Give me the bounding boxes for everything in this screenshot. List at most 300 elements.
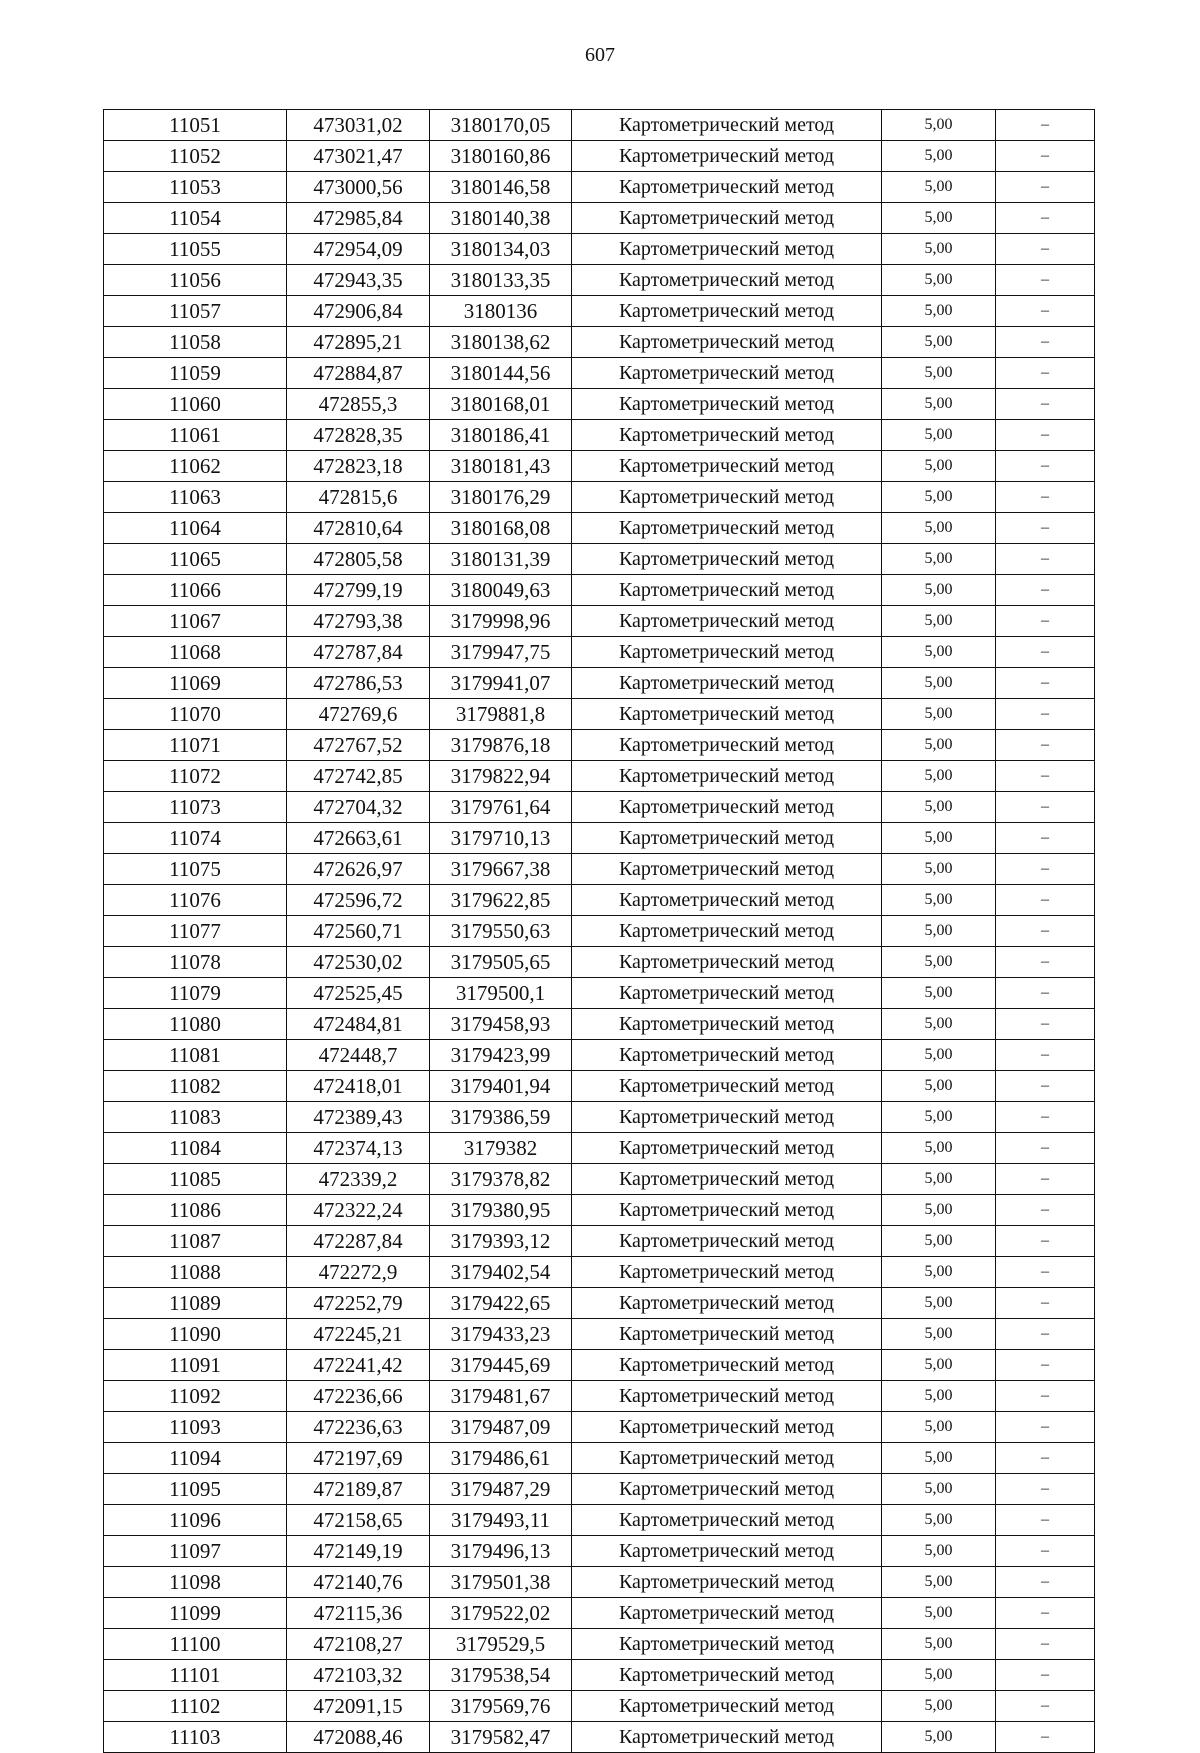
- table-row: [104, 513, 1095, 544]
- x-coordinate-cell: 472787,84: [287, 637, 430, 668]
- method-cell: Картометрический метод: [572, 544, 882, 575]
- method-cell: Картометрический метод: [572, 1164, 882, 1195]
- description-cell: –: [996, 699, 1095, 730]
- accuracy-cell: 5,00: [882, 730, 996, 761]
- x-coordinate-cell: 472767,52: [287, 730, 430, 761]
- accuracy-cell: 5,00: [882, 110, 996, 141]
- method-cell: Картометрический метод: [572, 141, 882, 172]
- y-coordinate-cell: 3179433,23: [430, 1319, 572, 1350]
- table-row: [104, 575, 1095, 606]
- method-cell: Картометрический метод: [572, 606, 882, 637]
- point-number-cell: 11093: [104, 1412, 287, 1443]
- x-coordinate-cell: 472339,2: [287, 1164, 430, 1195]
- point-number-cell: 11102: [104, 1691, 287, 1722]
- x-coordinate-cell: 472484,81: [287, 1009, 430, 1040]
- point-number-cell: 11071: [104, 730, 287, 761]
- point-number-cell: 11095: [104, 1474, 287, 1505]
- description-cell: –: [996, 885, 1095, 916]
- point-number-cell: 11097: [104, 1536, 287, 1567]
- x-coordinate-cell: 472272,9: [287, 1257, 430, 1288]
- description-cell: –: [996, 1102, 1095, 1133]
- accuracy-cell: 5,00: [882, 1257, 996, 1288]
- description-cell: –: [996, 1133, 1095, 1164]
- table-row: [104, 1102, 1095, 1133]
- method-cell: Картометрический метод: [572, 110, 882, 141]
- y-coordinate-cell: 3180168,08: [430, 513, 572, 544]
- accuracy-cell: 5,00: [882, 327, 996, 358]
- point-number-cell: 11084: [104, 1133, 287, 1164]
- point-number-cell: 11073: [104, 792, 287, 823]
- description-cell: –: [996, 730, 1095, 761]
- y-coordinate-cell: 3179401,94: [430, 1071, 572, 1102]
- x-coordinate-cell: 472810,64: [287, 513, 430, 544]
- description-cell: –: [996, 947, 1095, 978]
- table-row: [104, 1381, 1095, 1412]
- accuracy-cell: 5,00: [882, 1350, 996, 1381]
- description-cell: –: [996, 575, 1095, 606]
- table-row: [104, 110, 1095, 141]
- accuracy-cell: 5,00: [882, 1598, 996, 1629]
- table-row: [104, 792, 1095, 823]
- point-number-cell: 11092: [104, 1381, 287, 1412]
- table-row: [104, 1660, 1095, 1691]
- method-cell: Картометрический метод: [572, 575, 882, 606]
- x-coordinate-cell: 472596,72: [287, 885, 430, 916]
- method-cell: Картометрический метод: [572, 1474, 882, 1505]
- table-row: [104, 1226, 1095, 1257]
- accuracy-cell: 5,00: [882, 1102, 996, 1133]
- accuracy-cell: 5,00: [882, 1505, 996, 1536]
- method-cell: Картометрический метод: [572, 1598, 882, 1629]
- description-cell: –: [996, 916, 1095, 947]
- table-row: [104, 451, 1095, 482]
- y-coordinate-cell: 3180131,39: [430, 544, 572, 575]
- point-number-cell: 11051: [104, 110, 287, 141]
- accuracy-cell: 5,00: [882, 606, 996, 637]
- y-coordinate-cell: 3180136: [430, 296, 572, 327]
- description-cell: –: [996, 172, 1095, 203]
- page-number: 607: [585, 44, 615, 66]
- method-cell: Картометрический метод: [572, 668, 882, 699]
- y-coordinate-cell: 3179947,75: [430, 637, 572, 668]
- table-row: [104, 668, 1095, 699]
- accuracy-cell: 5,00: [882, 544, 996, 575]
- description-cell: –: [996, 482, 1095, 513]
- x-coordinate-cell: 472149,19: [287, 1536, 430, 1567]
- description-cell: –: [996, 234, 1095, 265]
- method-cell: Картометрический метод: [572, 203, 882, 234]
- description-cell: –: [996, 141, 1095, 172]
- description-cell: –: [996, 327, 1095, 358]
- x-coordinate-cell: 472943,35: [287, 265, 430, 296]
- description-cell: –: [996, 1071, 1095, 1102]
- x-coordinate-cell: 472115,36: [287, 1598, 430, 1629]
- method-cell: Картометрический метод: [572, 358, 882, 389]
- y-coordinate-cell: 3179486,61: [430, 1443, 572, 1474]
- method-cell: Картометрический метод: [572, 1536, 882, 1567]
- method-cell: Картометрический метод: [572, 1071, 882, 1102]
- accuracy-cell: 5,00: [882, 265, 996, 296]
- accuracy-cell: 5,00: [882, 1226, 996, 1257]
- y-coordinate-cell: 3179493,11: [430, 1505, 572, 1536]
- x-coordinate-cell: 473000,56: [287, 172, 430, 203]
- y-coordinate-cell: 3179538,54: [430, 1660, 572, 1691]
- method-cell: Картометрический метод: [572, 1102, 882, 1133]
- point-number-cell: 11077: [104, 916, 287, 947]
- y-coordinate-cell: 3180181,43: [430, 451, 572, 482]
- accuracy-cell: 5,00: [882, 172, 996, 203]
- table-row: [104, 1722, 1095, 1753]
- description-cell: –: [996, 1164, 1095, 1195]
- method-cell: Картометрический метод: [572, 885, 882, 916]
- accuracy-cell: 5,00: [882, 699, 996, 730]
- accuracy-cell: 5,00: [882, 1040, 996, 1071]
- point-number-cell: 11066: [104, 575, 287, 606]
- y-coordinate-cell: 3179422,65: [430, 1288, 572, 1319]
- point-number-cell: 11086: [104, 1195, 287, 1226]
- accuracy-cell: 5,00: [882, 203, 996, 234]
- method-cell: Картометрический метод: [572, 1412, 882, 1443]
- method-cell: Картометрический метод: [572, 1722, 882, 1753]
- y-coordinate-cell: 3179822,94: [430, 761, 572, 792]
- description-cell: –: [996, 637, 1095, 668]
- point-number-cell: 11076: [104, 885, 287, 916]
- table-row: [104, 1040, 1095, 1071]
- x-coordinate-cell: 472245,21: [287, 1319, 430, 1350]
- point-number-cell: 11103: [104, 1722, 287, 1753]
- method-cell: Картометрический метод: [572, 730, 882, 761]
- y-coordinate-cell: 3180186,41: [430, 420, 572, 451]
- table-row: [104, 1350, 1095, 1381]
- point-number-cell: 11085: [104, 1164, 287, 1195]
- accuracy-cell: 5,00: [882, 947, 996, 978]
- description-cell: –: [996, 1536, 1095, 1567]
- description-cell: –: [996, 1257, 1095, 1288]
- description-cell: –: [996, 110, 1095, 141]
- x-coordinate-cell: 472906,84: [287, 296, 430, 327]
- x-coordinate-cell: 472236,63: [287, 1412, 430, 1443]
- x-coordinate-cell: 472985,84: [287, 203, 430, 234]
- description-cell: –: [996, 296, 1095, 327]
- description-cell: –: [996, 1350, 1095, 1381]
- y-coordinate-cell: 3180133,35: [430, 265, 572, 296]
- method-cell: Картометрический метод: [572, 265, 882, 296]
- table-row: [104, 1567, 1095, 1598]
- table-row: [104, 420, 1095, 451]
- y-coordinate-cell: 3179569,76: [430, 1691, 572, 1722]
- point-number-cell: 11087: [104, 1226, 287, 1257]
- point-number-cell: 11094: [104, 1443, 287, 1474]
- accuracy-cell: 5,00: [882, 916, 996, 947]
- method-cell: Картометрический метод: [572, 1629, 882, 1660]
- y-coordinate-cell: 3179487,29: [430, 1474, 572, 1505]
- description-cell: –: [996, 1195, 1095, 1226]
- point-number-cell: 11060: [104, 389, 287, 420]
- description-cell: –: [996, 1474, 1095, 1505]
- method-cell: Картометрический метод: [572, 1319, 882, 1350]
- y-coordinate-cell: 3179378,82: [430, 1164, 572, 1195]
- y-coordinate-cell: 3180144,56: [430, 358, 572, 389]
- accuracy-cell: 5,00: [882, 1071, 996, 1102]
- method-cell: Картометрический метод: [572, 513, 882, 544]
- description-cell: –: [996, 1381, 1095, 1412]
- accuracy-cell: 5,00: [882, 668, 996, 699]
- x-coordinate-cell: 472823,18: [287, 451, 430, 482]
- accuracy-cell: 5,00: [882, 358, 996, 389]
- point-number-cell: 11065: [104, 544, 287, 575]
- description-cell: –: [996, 1319, 1095, 1350]
- method-cell: Картометрический метод: [572, 482, 882, 513]
- method-cell: Картометрический метод: [572, 420, 882, 451]
- y-coordinate-cell: 3179710,13: [430, 823, 572, 854]
- description-cell: –: [996, 761, 1095, 792]
- y-coordinate-cell: 3180049,63: [430, 575, 572, 606]
- method-cell: Картометрический метод: [572, 327, 882, 358]
- method-cell: Картометрический метод: [572, 1133, 882, 1164]
- table-row: [104, 1195, 1095, 1226]
- point-number-cell: 11081: [104, 1040, 287, 1071]
- coordinates-table: [103, 109, 1095, 1753]
- accuracy-cell: 5,00: [882, 1660, 996, 1691]
- accuracy-cell: 5,00: [882, 1567, 996, 1598]
- point-number-cell: 11070: [104, 699, 287, 730]
- point-number-cell: 11096: [104, 1505, 287, 1536]
- x-coordinate-cell: 472236,66: [287, 1381, 430, 1412]
- method-cell: Картометрический метод: [572, 451, 882, 482]
- y-coordinate-cell: 3179445,69: [430, 1350, 572, 1381]
- y-coordinate-cell: 3179487,09: [430, 1412, 572, 1443]
- accuracy-cell: 5,00: [882, 885, 996, 916]
- y-coordinate-cell: 3179481,67: [430, 1381, 572, 1412]
- x-coordinate-cell: 472793,38: [287, 606, 430, 637]
- x-coordinate-cell: 472769,6: [287, 699, 430, 730]
- y-coordinate-cell: 3179881,8: [430, 699, 572, 730]
- x-coordinate-cell: 472140,76: [287, 1567, 430, 1598]
- y-coordinate-cell: 3180146,58: [430, 172, 572, 203]
- table-row: [104, 730, 1095, 761]
- accuracy-cell: 5,00: [882, 1722, 996, 1753]
- table-row: [104, 1257, 1095, 1288]
- method-cell: Картометрический метод: [572, 389, 882, 420]
- point-number-cell: 11053: [104, 172, 287, 203]
- y-coordinate-cell: 3180176,29: [430, 482, 572, 513]
- x-coordinate-cell: 472374,13: [287, 1133, 430, 1164]
- table-row: [104, 699, 1095, 730]
- description-cell: –: [996, 823, 1095, 854]
- table-row: [104, 389, 1095, 420]
- description-cell: –: [996, 451, 1095, 482]
- table-row: [104, 1133, 1095, 1164]
- x-coordinate-cell: 472805,58: [287, 544, 430, 575]
- description-cell: –: [996, 420, 1095, 451]
- method-cell: Картометрический метод: [572, 234, 882, 265]
- description-cell: –: [996, 1040, 1095, 1071]
- x-coordinate-cell: 472815,6: [287, 482, 430, 513]
- description-cell: –: [996, 1412, 1095, 1443]
- table-row: [104, 1536, 1095, 1567]
- method-cell: Картометрический метод: [572, 637, 882, 668]
- accuracy-cell: 5,00: [882, 513, 996, 544]
- description-cell: –: [996, 1288, 1095, 1319]
- point-number-cell: 11062: [104, 451, 287, 482]
- description-cell: –: [996, 606, 1095, 637]
- x-coordinate-cell: 472855,3: [287, 389, 430, 420]
- x-coordinate-cell: 472954,09: [287, 234, 430, 265]
- y-coordinate-cell: 3179998,96: [430, 606, 572, 637]
- accuracy-cell: 5,00: [882, 141, 996, 172]
- table-row: [104, 1474, 1095, 1505]
- method-cell: Картометрический метод: [572, 296, 882, 327]
- accuracy-cell: 5,00: [882, 1691, 996, 1722]
- method-cell: Картометрический метод: [572, 947, 882, 978]
- accuracy-cell: 5,00: [882, 823, 996, 854]
- point-number-cell: 11101: [104, 1660, 287, 1691]
- method-cell: Картометрический метод: [572, 172, 882, 203]
- point-number-cell: 11089: [104, 1288, 287, 1319]
- description-cell: –: [996, 1567, 1095, 1598]
- table-row: [104, 1009, 1095, 1040]
- y-coordinate-cell: 3180160,86: [430, 141, 572, 172]
- x-coordinate-cell: 472786,53: [287, 668, 430, 699]
- point-number-cell: 11090: [104, 1319, 287, 1350]
- table-row: [104, 482, 1095, 513]
- y-coordinate-cell: 3179622,85: [430, 885, 572, 916]
- y-coordinate-cell: 3179496,13: [430, 1536, 572, 1567]
- y-coordinate-cell: 3179386,59: [430, 1102, 572, 1133]
- point-number-cell: 11063: [104, 482, 287, 513]
- description-cell: –: [996, 358, 1095, 389]
- point-number-cell: 11068: [104, 637, 287, 668]
- accuracy-cell: 5,00: [882, 1412, 996, 1443]
- x-coordinate-cell: 472704,32: [287, 792, 430, 823]
- y-coordinate-cell: 3179402,54: [430, 1257, 572, 1288]
- y-coordinate-cell: 3179505,65: [430, 947, 572, 978]
- y-coordinate-cell: 3180168,01: [430, 389, 572, 420]
- method-cell: Картометрический метод: [572, 1691, 882, 1722]
- table-row: [104, 947, 1095, 978]
- x-coordinate-cell: 472389,43: [287, 1102, 430, 1133]
- x-coordinate-cell: 472448,7: [287, 1040, 430, 1071]
- description-cell: –: [996, 513, 1095, 544]
- method-cell: Картометрический метод: [572, 823, 882, 854]
- table-row: [104, 761, 1095, 792]
- x-coordinate-cell: 472626,97: [287, 854, 430, 885]
- accuracy-cell: 5,00: [882, 482, 996, 513]
- point-number-cell: 11100: [104, 1629, 287, 1660]
- y-coordinate-cell: 3179582,47: [430, 1722, 572, 1753]
- point-number-cell: 11083: [104, 1102, 287, 1133]
- x-coordinate-cell: 472241,42: [287, 1350, 430, 1381]
- accuracy-cell: 5,00: [882, 637, 996, 668]
- description-cell: –: [996, 203, 1095, 234]
- table-row: [104, 234, 1095, 265]
- x-coordinate-cell: 472197,69: [287, 1443, 430, 1474]
- point-number-cell: 11082: [104, 1071, 287, 1102]
- method-cell: Картометрический метод: [572, 792, 882, 823]
- point-number-cell: 11074: [104, 823, 287, 854]
- y-coordinate-cell: 3179458,93: [430, 1009, 572, 1040]
- description-cell: –: [996, 668, 1095, 699]
- y-coordinate-cell: 3179522,02: [430, 1598, 572, 1629]
- point-number-cell: 11098: [104, 1567, 287, 1598]
- description-cell: –: [996, 1660, 1095, 1691]
- method-cell: Картометрический метод: [572, 1226, 882, 1257]
- description-cell: –: [996, 1505, 1095, 1536]
- table-row: [104, 1412, 1095, 1443]
- x-coordinate-cell: 472530,02: [287, 947, 430, 978]
- table-row: [104, 606, 1095, 637]
- x-coordinate-cell: 472252,79: [287, 1288, 430, 1319]
- point-number-cell: 11054: [104, 203, 287, 234]
- y-coordinate-cell: 3179393,12: [430, 1226, 572, 1257]
- accuracy-cell: 5,00: [882, 1164, 996, 1195]
- y-coordinate-cell: 3179380,95: [430, 1195, 572, 1226]
- method-cell: Картометрический метод: [572, 1381, 882, 1412]
- table-row: [104, 1505, 1095, 1536]
- x-coordinate-cell: 472158,65: [287, 1505, 430, 1536]
- point-number-cell: 11091: [104, 1350, 287, 1381]
- x-coordinate-cell: 473031,02: [287, 110, 430, 141]
- point-number-cell: 11055: [104, 234, 287, 265]
- accuracy-cell: 5,00: [882, 761, 996, 792]
- x-coordinate-cell: 472828,35: [287, 420, 430, 451]
- description-cell: –: [996, 854, 1095, 885]
- point-number-cell: 11057: [104, 296, 287, 327]
- point-number-cell: 11078: [104, 947, 287, 978]
- description-cell: –: [996, 389, 1095, 420]
- point-number-cell: 11080: [104, 1009, 287, 1040]
- method-cell: Картометрический метод: [572, 1443, 882, 1474]
- coordinates-table-body: [104, 110, 1095, 1753]
- table-row: [104, 141, 1095, 172]
- accuracy-cell: 5,00: [882, 420, 996, 451]
- table-row: [104, 1443, 1095, 1474]
- method-cell: Картометрический метод: [572, 1288, 882, 1319]
- method-cell: Картометрический метод: [572, 699, 882, 730]
- method-cell: Картометрический метод: [572, 1350, 882, 1381]
- method-cell: Картометрический метод: [572, 1195, 882, 1226]
- method-cell: Картометрический метод: [572, 761, 882, 792]
- y-coordinate-cell: 3179941,07: [430, 668, 572, 699]
- point-number-cell: 11067: [104, 606, 287, 637]
- x-coordinate-cell: 472091,15: [287, 1691, 430, 1722]
- description-cell: –: [996, 792, 1095, 823]
- description-cell: –: [996, 1226, 1095, 1257]
- x-coordinate-cell: 472663,61: [287, 823, 430, 854]
- method-cell: Картометрический метод: [572, 1505, 882, 1536]
- x-coordinate-cell: 472103,32: [287, 1660, 430, 1691]
- table-row: [104, 1288, 1095, 1319]
- accuracy-cell: 5,00: [882, 234, 996, 265]
- accuracy-cell: 5,00: [882, 1009, 996, 1040]
- table-row: [104, 637, 1095, 668]
- description-cell: –: [996, 1629, 1095, 1660]
- accuracy-cell: 5,00: [882, 792, 996, 823]
- table-row: [104, 203, 1095, 234]
- method-cell: Картометрический метод: [572, 854, 882, 885]
- x-coordinate-cell: 472418,01: [287, 1071, 430, 1102]
- point-number-cell: 11099: [104, 1598, 287, 1629]
- x-coordinate-cell: 472322,24: [287, 1195, 430, 1226]
- y-coordinate-cell: 3179500,1: [430, 978, 572, 1009]
- method-cell: Картометрический метод: [572, 1040, 882, 1071]
- x-coordinate-cell: 472189,87: [287, 1474, 430, 1505]
- x-coordinate-cell: 472088,46: [287, 1722, 430, 1753]
- point-number-cell: 11061: [104, 420, 287, 451]
- accuracy-cell: 5,00: [882, 575, 996, 606]
- point-number-cell: 11069: [104, 668, 287, 699]
- description-cell: –: [996, 1691, 1095, 1722]
